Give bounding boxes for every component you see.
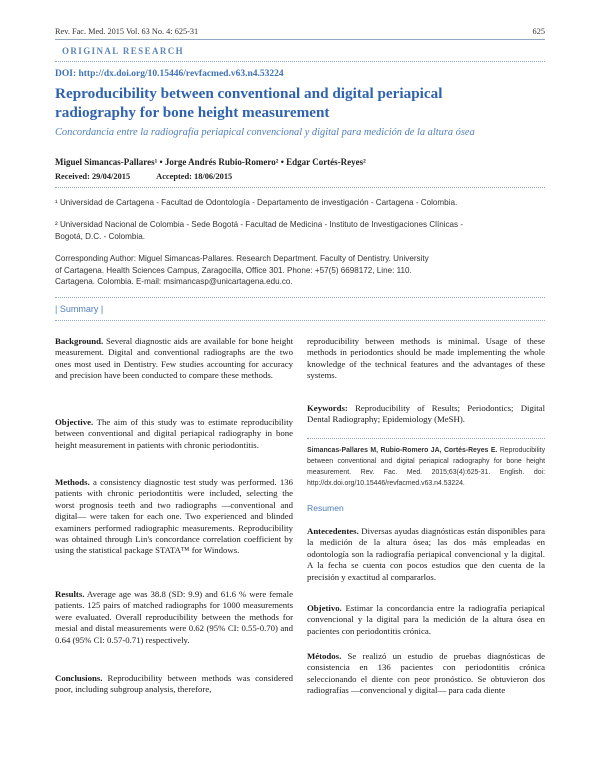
objetivo-text: Estimar la concordancia entre la radiografía periapical convencional y la digital para la medición de la altura ósea en pacientes con periodontitis crónica. [307,603,545,636]
article-title: Reproducibility between conventional and digital periapical radiography for bone height measurement [55,85,443,121]
results-text: Average age was 38.8 (SD: 9.9) and 61.6 % were female patients. 125 pairs of matched radiographs for 1000 measurements were evaluated. Overall reproducibility between the methods for mesial and distal measurements were 0.62 (95% CI: 0.55-0.70) and 0.64 (95% CI: 0.57-0.71) respectively. [55,589,293,645]
keywords-text: Reproducibility of Results; Periodontics; Digital Dental Radiography; Epidemiology (MeSH). [307,403,545,425]
affiliation-1: ¹ Universidad de Cartagena - Facultad de Odontología - Departamento de investigación - Cartagena - Colombia. [55,198,458,207]
abstract-methods [55,477,293,557]
abstract-conclusions [55,673,293,696]
background-heading: Background. [55,336,104,346]
summary-divider-bottom [55,320,545,321]
methods-text: a consistency diagnostic test study was performed. 136 patients with chronic periodontitis were included, selecting the worst prognosis teeth and two radiographs —conventional and digital— were taken for each one. Two experienced and blinded examiners performed radiographic measurements. Reproducibility was obtained through Lin's concordance correlation coefficient by using the statistical package STATA™ for Windows. [55,477,293,556]
results-heading: Results. [55,589,85,599]
resumen-label: Resumen [307,503,344,513]
citation-divider [307,438,545,439]
metodos-heading: Métodos. [307,651,342,661]
citation-text: Reproducibility between conventional and digital periapical radiography for bone height measurement. Rev. Fac. Med. 2015;63(4):625-31. English. doi: http://dx.doi.org/10.15446/revfacmed.v63.n4.53224. [307,447,546,487]
abstract-conclusions-cont: reproducibility between methods is minimal. Usage of these methods in periodontics should be made implementing the whole knowledge of the technical features and the advantages of these systems. [307,336,545,381]
keywords [307,403,545,426]
doi-link[interactable]: DOI: http://dx.doi.org/10.15446/revfacmed.v63.n4.53224 [55,69,284,79]
section-divider [55,61,545,62]
citation-authors: Simancas-Pallares M, Rubio-Romero JA, Cortés-Reyes E. [307,447,498,454]
resumen-objetivo [307,603,545,637]
affiliation-divider [55,187,545,188]
abstract-background [55,336,293,382]
resumen-antecedentes [307,526,545,583]
objetivo-heading: Objetivo. [307,603,342,613]
section-tag: ORIGINAL RESEARCH [62,46,185,56]
affiliation-2: ² Universidad Nacional de Colombia - Sede Bogotá - Facultad de Medicina - Instituto de Investigaciones Clínicas - Bogotá, D.C. - Colombia. [55,220,464,241]
accepted-date: Accepted: 18/06/2015 [156,172,233,181]
corresponding-author: Corresponding Author: Miguel Simancas-Pallares. Research Department. Faculty of Dentistry. University of Cartagena. Health Sciences Campus, Zaragocilla, Office 301. Phone: +57(5) 6698172, Line: 110. Cartagena. Colombia. E-mail: msimancasp@unicartagena.edu.co. [55,254,429,287]
antecedentes-heading: Antecedentes. [307,526,359,536]
conclusions-heading: Conclusions. [55,673,103,683]
antecedentes-text: Diversas ayudas diagnósticas están disponibles para la medición de la altura ósea; las dos más empleadas en odontología son la radiografía periapical convencional y la digital. A la fecha se cuenta con pocos estudios que den cuenta de la precisión y exactitud al compararlos. [307,526,545,582]
received-date: Received: 29/04/2015 [55,172,131,181]
objective-text: The aim of this study was to estimate reproducibility between conventional and digital periapical radiography in bone height measurement in patients with chronic periodontitis. [55,417,293,450]
journal-citation: Rev. Fac. Med. 2015 Vol. 63 No. 4: 625-31 [55,27,199,36]
citation [307,445,545,489]
keywords-heading: Keywords: [307,403,348,413]
abstract-objective [55,417,293,451]
author-list: Miguel Simancas-Pallares¹ • Jorge Andrés Rubio-Romero² • Edgar Cortés-Reyes² [55,157,366,167]
resumen-metodos [307,651,545,697]
summary-label: | Summary | [55,304,104,314]
header-divider [55,39,545,40]
summary-divider-top [55,297,545,298]
methods-heading: Methods. [55,477,90,487]
background-text: Several diagnostic aids are available for bone height measurement. Digital and conventional radiographs are the two ones most used in Dentistry. Few studies accounting for accuracy and precision have been conducted to compare these methods. [55,336,293,381]
article-dates [55,172,232,181]
metodos-text: Se realizó un estudio de pruebas diagnósticas de consistencia en 136 pacientes con periodontitis crónica seleccionando el diente con peor pronóstico. Se obtuvieron dos radiografías —convencional y digital— para cada diente [307,651,545,696]
abstract-results [55,589,293,646]
running-header [55,27,545,36]
objective-heading: Objective. [55,417,94,427]
conclusions-text: Reproducibility between methods was considered poor, including subgroup analysis, therefore, [55,673,293,695]
article-subtitle: Concordancia entre la radiografía periapical convencional y digital para medición de la altura ósea [55,127,475,138]
page-number: 625 [532,27,545,36]
